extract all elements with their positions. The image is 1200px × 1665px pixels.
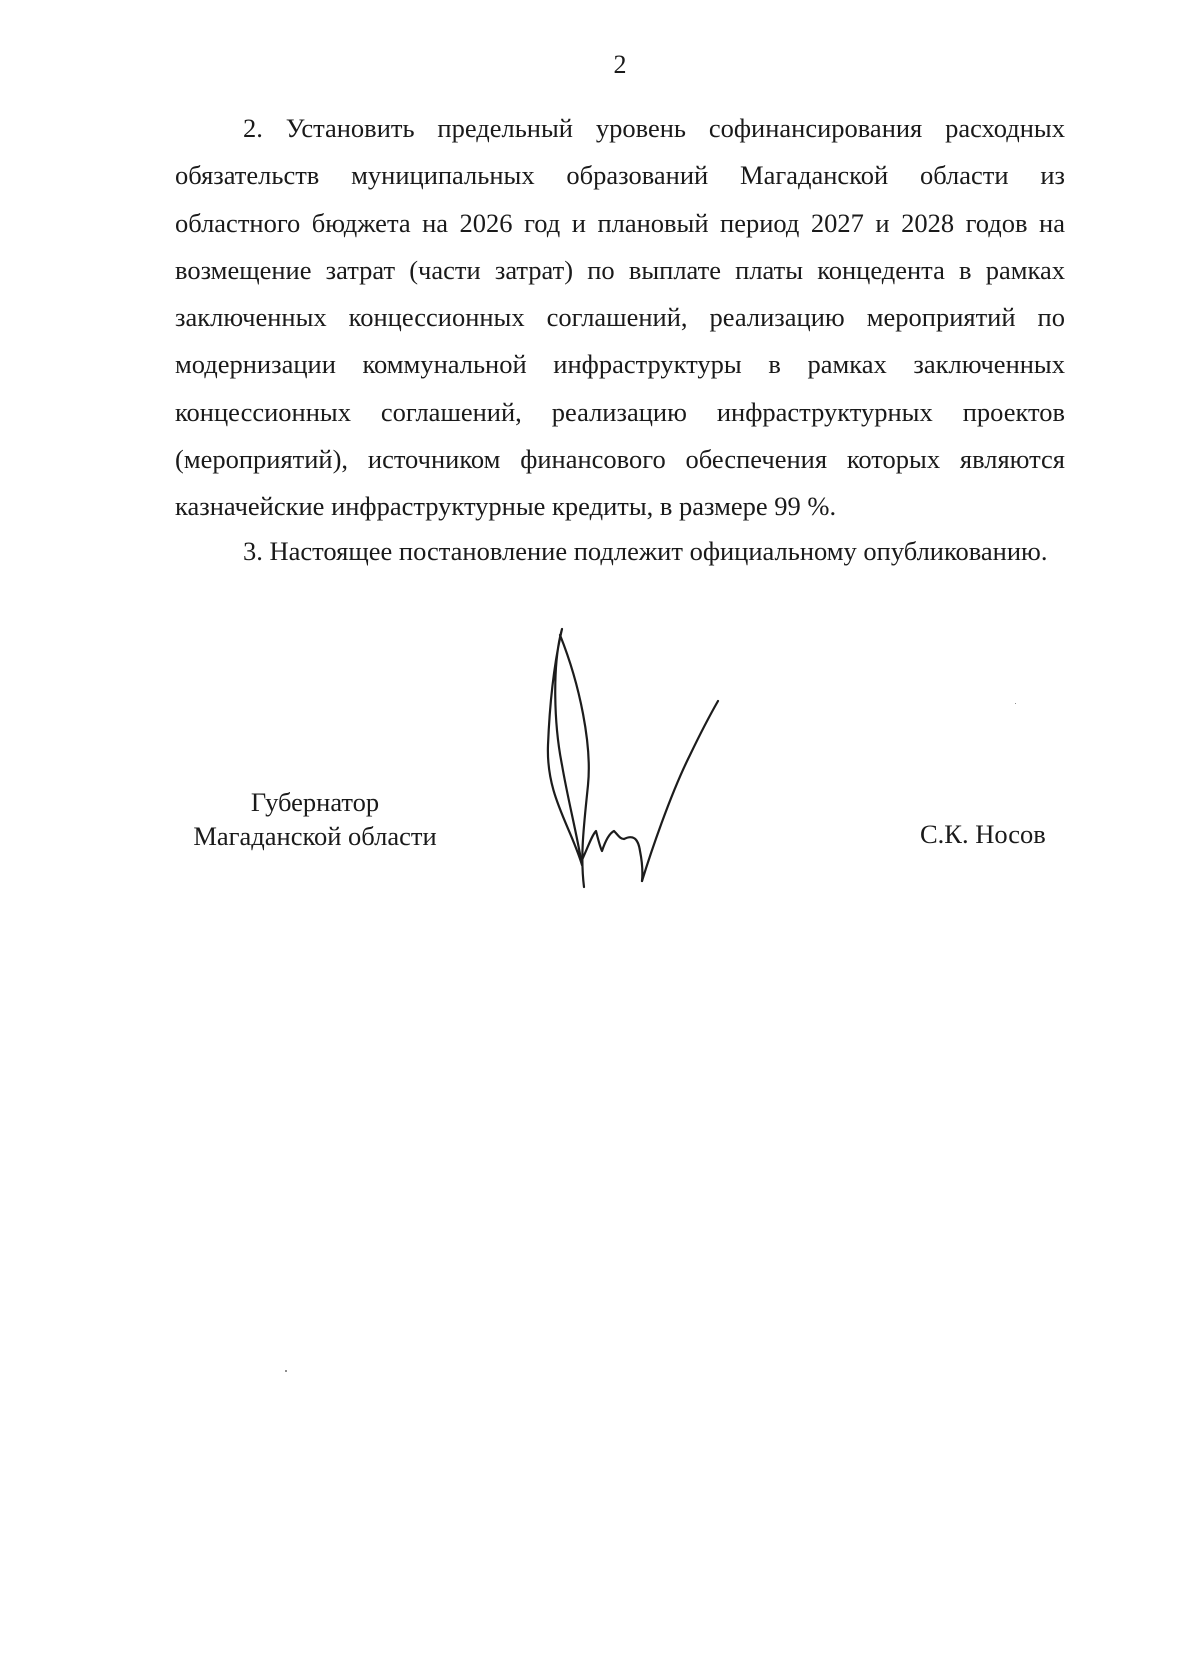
signatory-title [180, 785, 450, 853]
signatory-title-line-2: Магаданской области [193, 821, 437, 851]
paragraph-3-text: 3. Настоящее постановление подлежит официальному опубликованию. [243, 536, 1048, 566]
signatory-title-line-1: Губернатор [250, 787, 380, 817]
signatory-name: С.К. Носов [920, 819, 1046, 849]
page-number: 2 [613, 50, 627, 79]
paragraph-2-text: 2. Установить предельный уровень софинансирования расходных обязательств муниципальных образований Магаданской области из областного бюджета на 2026 год и плановый период 2027 и 2028 годов на возмещение затрат (части затрат) по выплате платы концедента в рамках заключенных концессионных соглашений, реализацию мероприятий по модернизации коммунальной инфраструктуры в рамках заключенных концессионных соглашений, реализацию инфраструктурных проектов (мероприятий), источником финансового обеспечения которых являются казначейские инфраструктурные кредиты, в размере 99 %. [175, 113, 1065, 522]
paragraph-3 [175, 528, 1065, 575]
scan-speck [285, 1370, 287, 1372]
handwritten-signature [540, 625, 770, 905]
scan-speck [1015, 703, 1016, 704]
paragraph-2 [175, 105, 1065, 531]
